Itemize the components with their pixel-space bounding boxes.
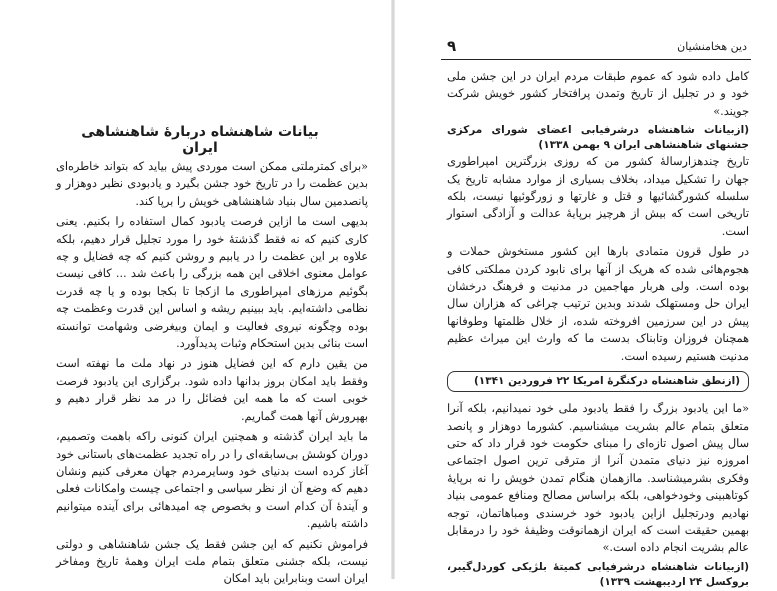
left-paragraph-2: بدیهی است ما ازاین فرصت یادبود کمال استفاده را بکنیم. یعنی کاری کنیم که نه فقط گذشتۀ خود را مورد تجلیل قرار دهیم، بلکه علاوه بر این عظمت را در یابیم و روشن کنیم که چه فضایل و چه عوامل معنوی اخلاقی این همه بزرگی را باعث شد ... کافی نیست بگوئیم مرزهای امپراطوری ما ازکجا تا بکجا بوده و یا چه قدرت نظامی داشته‌ایم. باید ببینیم ریشه و اساس این قدرت وعظمت چه بوده وچگونه نیروی فعالیت و ایمان وبیغرضی وشهامت توانسته است بنائی بدین استحکام وثبات پدیدآورد. [56,215,368,351]
left-paragraph-5: فراموش نکنیم که این جشن فقط یک جشن شاهنشاهی و دولتی نیست، بلکه جشنی متعلق بتمام ملت ایران وهمۀ تاریخ ومفاخر ایران است وبنابراین باید امکان [56,537,368,586]
chapter-title: بیانات شاهنشاه دربارۀ شاهنشاهی ایران [81,124,319,156]
right-paragraph-4: «ما این یادبود بزرگ را فقط یادبود ملی خود نمیدانیم، بلکه آنرا متعلق بتمام عالم بشریت میشناسیم. کشورما دوهزار و پانصد سال پیش اصول تازه‌ای را مبنای حکومت خود قرار داد که حتی امروزه نیز دنیای متمدن آنرا از مترقی ترین اصول اجتماعی وفکری بشرمیشناسد. ماازهمان هنگام تمدن خویش را نه برپایۀ کوتاهبینی وخودخواهی، بلکه براساس مصالح ومنافع عمومی بنیاد نهادیم ودرتجلیل ازاین یادبود خود خرسندی ومباهاتمان، توجه بهمین حقیقت است که ایران ازهمانوقت وظیفۀ خود را درمقابل عالم بشریت انجام داده است.» [447,402,749,555]
running-header [441,36,751,60]
left-page-body [56,158,368,591]
right-paragraph-3: در طول قرون متمادی بارها این کشور مستخوش حملات و هجوم‌هائی شده که هریک از آنها برای نابود کردن مملکتی کافی بوده است. ولی هربار مهاجمین در مدنیت و فرهنگ درخشان ایران حل ومستهلک شدند وبدین ترتیب چراغی که هزاران سال پیش در این سرزمین افروخته شده، از خلال ظلمتها وطوفانها همچنان فروزان وتابناک بدست ما که وارث این میراث عظیم مدنیت هستیم رسیده است. [447,245,749,363]
source-note-3: (ازبیانات شاهنشاه درشرفیابی کمیتۀ بلژیکی کوردل‌گیبر، بروکسل ۲۴ اردیبهشت ۱۳۳۹) [447,560,749,588]
left-paragraph-3: من یقین دارم که این فضایل هنوز در نهاد ملت ما نهفته است وفقط باید امکان بروز بدانها داده شود. برگزاری این یادبود فرصت خوبی است که ما همه این فضائل را در مد نظر قرار دهیم و بهپرورش آنها همت گماریم. [56,357,368,423]
right-paragraph-1: کامل داده شود که عموم طبقات مردم ایران در این جشن ملی خود و در تجلیل از تاریخ وتمدن پرافتخار کشور خویش شرکت جویند.» [447,70,749,118]
source-note-1: (ازبیانات شاهنشاه درشرفیابی اعضای شورای مرکزی جشنهای شاهنشاهی ایران ۹ بهمن ۱۳۳۸) [447,124,749,152]
right-page [393,0,777,588]
left-paragraph-4: ما باید ایران گذشته و همچنین ایران کنونی راکه باهمت وتصمیم، دوران کوشش بی‌سابقه‌ای را در راه تجدید عظمت‌های باستانی خود آغاز کرده است بدنیای خود وسایرمردم جهان معرفی کنیم ونشان دهیم که وضع آن از نظر سیاسی و اجتماعی چیست وامکانات فعلی و آیندۀ آن کدام است و بخصوص چه امیدهائی برای آینده میتوانیم داشته باشیم. [56,430,368,531]
left-paragraph-1: «برای کمترملتی ممکن است موردی پیش بیاید که بتواند خاطره‌ای بدین عظمت را در تاریخ خود جشن بگیرد و یادبودی نظیر دوهزار و پانصدمین سال بنیاد شاهنشاهی خویش را برپا کند. [56,160,368,208]
right-page-body [447,68,749,590]
right-paragraph-2: تاریخ چندهزارسالۀ کشور من که روزی بزرگترین امپراطوری جهان را تشکیل میداد، بخلاف بسیاری از موارد مشابه تاریخ یک سلسله کشورگشائیها و قتل و غارتها و زورگوئیها نیست، بلکه تاریخی است که بیش از هرچیز برپایۀ عدالت و آزادگی استوار است. [447,155,749,238]
running-title: دین هخامنشیان [677,40,747,53]
page-number: ۹ [447,37,457,55]
source-note-2: (ازنطق شاهنشاه درکنگرۀ امریکا ۲۲ فروردین ۱۳۴۱) [447,371,749,392]
